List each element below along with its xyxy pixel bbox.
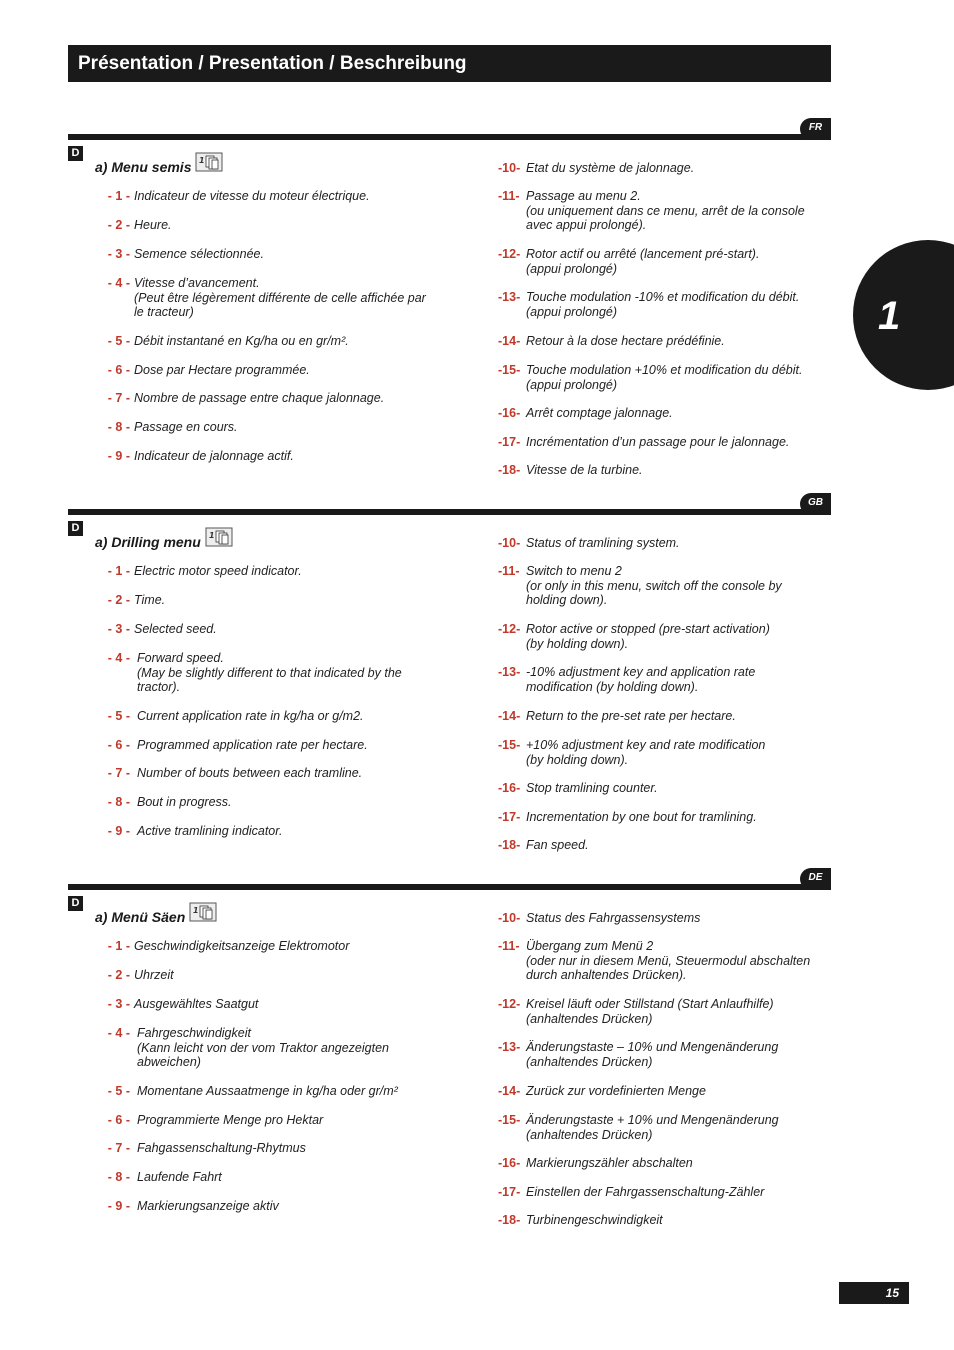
item-number: - 6 - xyxy=(107,738,130,752)
item-text: Etat du système de jalonnage. xyxy=(526,161,695,175)
item-text: Vitesse de la turbine. xyxy=(526,463,643,477)
item-number: - 4 - xyxy=(107,651,130,665)
menu-title-text: a) Menü Säen xyxy=(95,908,186,925)
item-text: Débit instantané en Kg/ha ou en gr/m². xyxy=(134,334,349,348)
item-text: Laufende Fahrt xyxy=(137,1170,222,1184)
list-item xyxy=(498,1084,706,1099)
list-item xyxy=(498,665,755,694)
list-item xyxy=(498,247,759,276)
chapter-tab xyxy=(853,240,954,390)
item-number: -15- xyxy=(498,738,521,752)
item-text: Nombre de passage entre chaque jalonnage. xyxy=(134,391,385,405)
list-item xyxy=(102,968,174,983)
menu-pages-icon xyxy=(195,152,223,175)
item-number: - 7 - xyxy=(107,391,130,405)
list-item xyxy=(102,449,294,464)
item-text: Dose par Hectare programmée. xyxy=(134,363,310,377)
list-item xyxy=(498,911,700,926)
item-text: Heure. xyxy=(134,218,172,232)
list-item xyxy=(102,420,238,435)
item-number: - 2 - xyxy=(107,968,130,982)
list-item xyxy=(102,738,368,753)
list-item xyxy=(498,709,736,724)
menu-title xyxy=(95,158,223,175)
item-number: -16- xyxy=(498,781,521,795)
menu-title xyxy=(95,533,233,550)
item-number: - 5 - xyxy=(107,334,130,348)
item-text: Programmed application rate per hectare. xyxy=(137,738,368,752)
list-item xyxy=(102,939,349,954)
d-label-badge: D xyxy=(68,146,83,161)
list-item xyxy=(102,334,349,349)
item-number: -14- xyxy=(498,709,521,723)
menu-title xyxy=(95,908,217,925)
list-item xyxy=(498,363,802,392)
list-item xyxy=(102,1084,398,1099)
section-divider xyxy=(68,884,831,890)
list-item xyxy=(498,622,770,651)
item-number: - 8 - xyxy=(107,795,130,809)
item-number: - 8 - xyxy=(107,1170,130,1184)
item-number: -12- xyxy=(498,997,521,1011)
item-number: -18- xyxy=(498,838,521,852)
item-text: Markierungszähler abschalten xyxy=(526,1156,693,1170)
item-number: -13- xyxy=(498,1040,521,1054)
svg-text:1: 1 xyxy=(193,906,199,915)
item-text: Änderungstaste + 10% und Mengenänderung (anhaltendes Drücken) xyxy=(526,1113,779,1142)
item-number: -10- xyxy=(498,161,521,175)
item-text: Time. xyxy=(134,593,166,607)
item-text: Current application rate in kg/ha or g/m2. xyxy=(137,709,364,723)
item-number: -11- xyxy=(498,939,520,953)
item-text: Number of bouts between each tramline. xyxy=(137,766,363,780)
item-text: Passage au menu 2. (ou uniquement dans ce menu, arrêt de la console avec appui prolongé). xyxy=(526,189,805,232)
list-item xyxy=(102,218,172,233)
list-item xyxy=(498,1113,779,1142)
item-number: - 7 - xyxy=(107,766,130,780)
item-number: - 8 - xyxy=(107,420,130,434)
language-badge: DE xyxy=(800,868,831,890)
item-text: Übergang zum Menü 2 (oder nur in diesem Menü, Steuermodul abschalten durch anhaltendes Drücken). xyxy=(526,939,811,982)
item-text: Incrémentation d’un passage pour le jalonnage. xyxy=(526,435,790,449)
list-item xyxy=(102,189,370,204)
item-number: -17- xyxy=(498,1185,521,1199)
item-number: -12- xyxy=(498,247,521,261)
item-text: Touche modulation +10% et modification du débit. (appui prolongé) xyxy=(526,363,803,392)
list-item xyxy=(498,1040,778,1069)
item-number: - 2 - xyxy=(107,593,130,607)
item-text: Rotor active or stopped (pre-start activation) (by holding down). xyxy=(526,622,770,651)
item-text: +10% adjustment key and rate modification (by holding down). xyxy=(526,738,766,767)
list-item xyxy=(498,435,789,450)
item-text: Passage en cours. xyxy=(134,420,238,434)
item-text: Fan speed. xyxy=(526,838,589,852)
item-text: Programmierte Menge pro Hektar xyxy=(137,1113,324,1127)
list-item xyxy=(498,738,765,767)
item-number: - 2 - xyxy=(107,218,130,232)
menu-pages-icon xyxy=(205,527,233,550)
section-divider xyxy=(68,134,831,140)
list-item xyxy=(102,997,258,1012)
item-number: -11- xyxy=(498,564,520,578)
language-badge: GB xyxy=(800,493,831,515)
menu-pages-icon xyxy=(189,902,217,925)
item-number: -18- xyxy=(498,1213,521,1227)
item-number: -11- xyxy=(498,189,520,203)
item-number: - 3 - xyxy=(107,997,130,1011)
list-item xyxy=(498,1185,764,1200)
item-number: - 6 - xyxy=(107,1113,130,1127)
list-item xyxy=(498,463,643,478)
item-number: -16- xyxy=(498,1156,521,1170)
item-text: Uhrzeit xyxy=(134,968,174,982)
d-label-badge: D xyxy=(68,521,83,536)
item-number: -14- xyxy=(498,1084,521,1098)
item-text: Active tramlining indicator. xyxy=(137,824,283,838)
item-text: Indicateur de vitesse du moteur électrique. xyxy=(134,189,370,203)
list-item xyxy=(498,997,774,1026)
page-number: 15 xyxy=(839,1282,909,1304)
list-item xyxy=(498,564,782,608)
list-item xyxy=(102,651,402,695)
item-text: Markierungsanzeige aktiv xyxy=(137,1199,279,1213)
item-text: Forward speed. (May be slightly different to that indicated by the tractor). xyxy=(137,651,402,694)
item-number: -18- xyxy=(498,463,521,477)
language-badge: FR xyxy=(800,118,831,140)
item-text: Retour à la dose hectare prédéfinie. xyxy=(526,334,725,348)
item-text: Bout in progress. xyxy=(137,795,232,809)
menu-title-text: a) Menu semis xyxy=(95,158,192,175)
item-text: Status of tramlining system. xyxy=(526,536,680,550)
item-number: -10- xyxy=(498,536,521,550)
item-text: Vitesse d’avancement. (Peut être légèrement différente de celle affichée par le tracteur) xyxy=(134,276,426,319)
list-item xyxy=(102,1170,222,1185)
item-text: Stop tramlining counter. xyxy=(526,781,658,795)
list-item xyxy=(498,939,810,983)
list-item xyxy=(498,1213,663,1228)
list-item xyxy=(102,622,217,637)
list-item xyxy=(102,824,282,839)
item-number: - 1 - xyxy=(107,939,130,953)
list-item xyxy=(498,189,805,233)
item-number: - 9 - xyxy=(107,1199,130,1213)
item-text: Geschwindigkeitsanzeige Elektromotor xyxy=(134,939,350,953)
item-number: - 6 - xyxy=(107,363,130,377)
list-item xyxy=(498,838,589,853)
item-number: - 1 - xyxy=(107,189,130,203)
list-item xyxy=(102,593,165,608)
item-text: Selected seed. xyxy=(134,622,217,636)
item-number: -14- xyxy=(498,334,521,348)
item-text: Zurück zur vordefinierten Menge xyxy=(526,1084,706,1098)
section-divider xyxy=(68,509,831,515)
item-text: Switch to menu 2 (or only in this menu, switch off the console by holding down). xyxy=(526,564,782,607)
page-title: Présentation / Presentation / Beschreibung xyxy=(78,53,467,74)
list-item xyxy=(102,1026,389,1070)
item-text: Turbinengeschwindigkeit xyxy=(526,1213,663,1227)
item-text: Electric motor speed indicator. xyxy=(134,564,302,578)
item-text: Einstellen der Fahrgassenschaltung-Zähler xyxy=(526,1185,765,1199)
list-item xyxy=(102,363,310,378)
item-number: -13- xyxy=(498,665,521,679)
item-text: Incrementation by one bout for tramlining. xyxy=(526,810,757,824)
list-item xyxy=(498,334,725,349)
item-text: Semence sélectionnée. xyxy=(134,247,264,261)
item-number: - 1 - xyxy=(107,564,130,578)
item-text: Touche modulation -10% et modification du débit. (appui prolongé) xyxy=(526,290,800,319)
list-item xyxy=(102,247,264,262)
item-number: - 7 - xyxy=(107,1141,130,1155)
list-item xyxy=(498,161,694,176)
item-number: - 4 - xyxy=(107,1026,130,1040)
svg-text:1: 1 xyxy=(208,531,215,540)
item-number: -12- xyxy=(498,622,521,636)
list-item xyxy=(102,1199,279,1214)
item-text: Indicateur de jalonnage actif. xyxy=(134,449,294,463)
item-text: Ausgewähltes Saatgut xyxy=(134,997,259,1011)
list-item xyxy=(498,1156,693,1171)
item-text: Rotor actif ou arrêté (lancement pré-start). (appui prolongé) xyxy=(526,247,760,276)
list-item xyxy=(498,781,658,796)
list-item xyxy=(498,406,673,421)
item-number: - 3 - xyxy=(107,622,130,636)
item-text: Kreisel läuft oder Stillstand (Start Anlaufhilfe) (anhaltendes Drücken) xyxy=(526,997,774,1026)
item-text: Return to the pre-set rate per hectare. xyxy=(526,709,736,723)
list-item xyxy=(102,709,364,724)
item-number: -15- xyxy=(498,1113,521,1127)
svg-text:1: 1 xyxy=(199,156,206,165)
item-number: -17- xyxy=(498,435,521,449)
item-number: -17- xyxy=(498,810,521,824)
list-item xyxy=(102,1141,306,1156)
item-text: Status des Fahrgassensystems xyxy=(526,911,701,925)
item-number: -10- xyxy=(498,911,521,925)
list-item xyxy=(102,1113,323,1128)
item-text: -10% adjustment key and application rate modification (by holding down). xyxy=(526,665,756,694)
item-number: -16- xyxy=(498,406,521,420)
item-number: -13- xyxy=(498,290,521,304)
item-text: Arrêt comptage jalonnage. xyxy=(526,406,673,420)
item-number: -15- xyxy=(498,363,521,377)
item-text: Fahrgeschwindigkeit (Kann leicht von der vom Traktor angezeigten abweichen) xyxy=(137,1026,389,1069)
list-item xyxy=(102,795,232,810)
item-text: Änderungstaste – 10% und Mengenänderung (anhaltendes Drücken) xyxy=(526,1040,779,1069)
item-number: - 5 - xyxy=(107,1084,130,1098)
item-number: - 3 - xyxy=(107,247,130,261)
item-number: - 9 - xyxy=(107,449,130,463)
list-item xyxy=(498,536,680,551)
item-number: - 5 - xyxy=(107,709,130,723)
list-item xyxy=(498,810,757,825)
menu-title-text: a) Drilling menu xyxy=(95,533,201,550)
list-item xyxy=(102,766,362,781)
list-item xyxy=(498,290,799,319)
list-item xyxy=(102,391,384,406)
item-number: - 4 - xyxy=(107,276,130,290)
d-label-badge: D xyxy=(68,896,83,911)
page-header xyxy=(68,45,831,82)
item-number: - 9 - xyxy=(107,824,130,838)
list-item xyxy=(102,276,426,320)
list-item xyxy=(102,564,302,579)
item-text: Momentane Aussaatmenge in kg/ha oder gr/m² xyxy=(137,1084,398,1098)
item-text: Fahgassenschaltung-Rhytmus xyxy=(137,1141,306,1155)
chapter-number: 1 xyxy=(878,294,901,338)
